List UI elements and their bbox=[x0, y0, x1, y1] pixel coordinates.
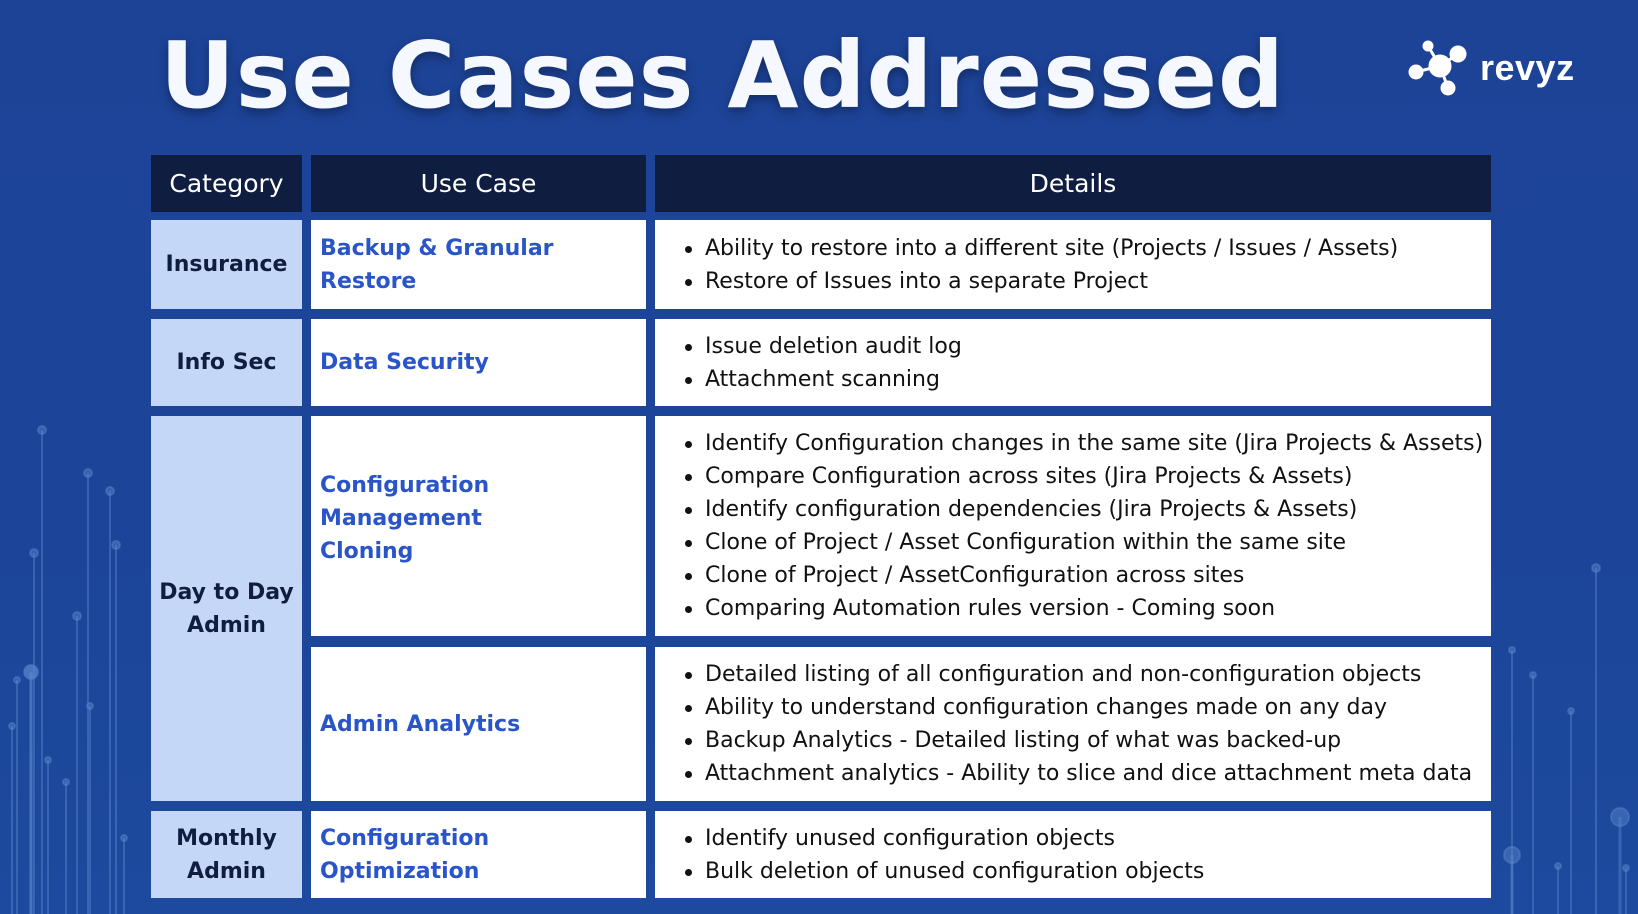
category-line: Admin bbox=[187, 858, 266, 884]
details-cell bbox=[655, 647, 1491, 801]
use-case-cell: Admin Analytics bbox=[311, 647, 646, 801]
details-item: Compare Configuration across sites (Jira Projects & Assets) bbox=[685, 460, 1483, 493]
details-list bbox=[685, 427, 1483, 625]
details-list bbox=[685, 822, 1204, 888]
details-item: Identify configuration dependencies (Jira Projects & Assets) bbox=[685, 493, 1483, 526]
use-case-cell: Backup & Granular Restore bbox=[311, 220, 646, 309]
details-item: Comparing Automation rules version - Coming soon bbox=[685, 592, 1483, 625]
details-cell bbox=[655, 416, 1491, 636]
category-line: Admin bbox=[187, 612, 266, 638]
details-item: Detailed listing of all configuration and non-configuration objects bbox=[685, 658, 1472, 691]
page-title: Use Cases Addressed bbox=[160, 22, 1285, 129]
details-list bbox=[685, 232, 1398, 298]
details-item: Identify unused configuration objects bbox=[685, 822, 1204, 855]
category-cell: Insurance bbox=[151, 220, 302, 309]
use-case-cell: Data Security bbox=[311, 319, 646, 406]
header-category: Category bbox=[151, 155, 302, 212]
details-item: Ability to understand configuration changes made on any day bbox=[685, 691, 1472, 724]
revyz-logo bbox=[1408, 36, 1575, 100]
details-item: Ability to restore into a different site (Projects / Issues / Assets) bbox=[685, 232, 1398, 265]
category-cell: Info Sec bbox=[151, 319, 302, 406]
details-list bbox=[685, 330, 962, 396]
details-item: Issue deletion audit log bbox=[685, 330, 962, 363]
use-case-line: Configuration Management bbox=[320, 472, 490, 531]
category-cell bbox=[151, 811, 302, 898]
details-item: Restore of Issues into a separate Project bbox=[685, 265, 1398, 298]
details-item: Attachment analytics - Ability to slice and dice attachment meta data bbox=[685, 757, 1472, 790]
use-case-cell: Configuration Optimization bbox=[311, 811, 646, 898]
category-cell bbox=[151, 416, 302, 801]
details-item: Clone of Project / AssetConfiguration across sites bbox=[685, 559, 1483, 592]
details-cell bbox=[655, 811, 1491, 898]
details-list bbox=[685, 658, 1472, 790]
details-cell bbox=[655, 319, 1491, 406]
logo-text: revyz bbox=[1480, 47, 1575, 88]
molecule-network-icon bbox=[1408, 36, 1474, 100]
header-use-case: Use Case bbox=[311, 155, 646, 212]
details-item: Identify Configuration changes in the same site (Jira Projects & Assets) bbox=[685, 427, 1483, 460]
category-line: Monthly bbox=[176, 825, 277, 851]
details-cell bbox=[655, 220, 1491, 309]
category-line: Day to Day bbox=[159, 579, 294, 605]
details-item: Clone of Project / Asset Configuration within the same site bbox=[685, 526, 1483, 559]
details-item: Attachment scanning bbox=[685, 363, 962, 396]
use-case-line: Cloning bbox=[320, 538, 414, 564]
details-item: Backup Analytics - Detailed listing of what was backed-up bbox=[685, 724, 1472, 757]
header-details: Details bbox=[655, 155, 1491, 212]
use-case-cell bbox=[311, 416, 646, 636]
details-item: Bulk deletion of unused configuration objects bbox=[685, 855, 1204, 888]
